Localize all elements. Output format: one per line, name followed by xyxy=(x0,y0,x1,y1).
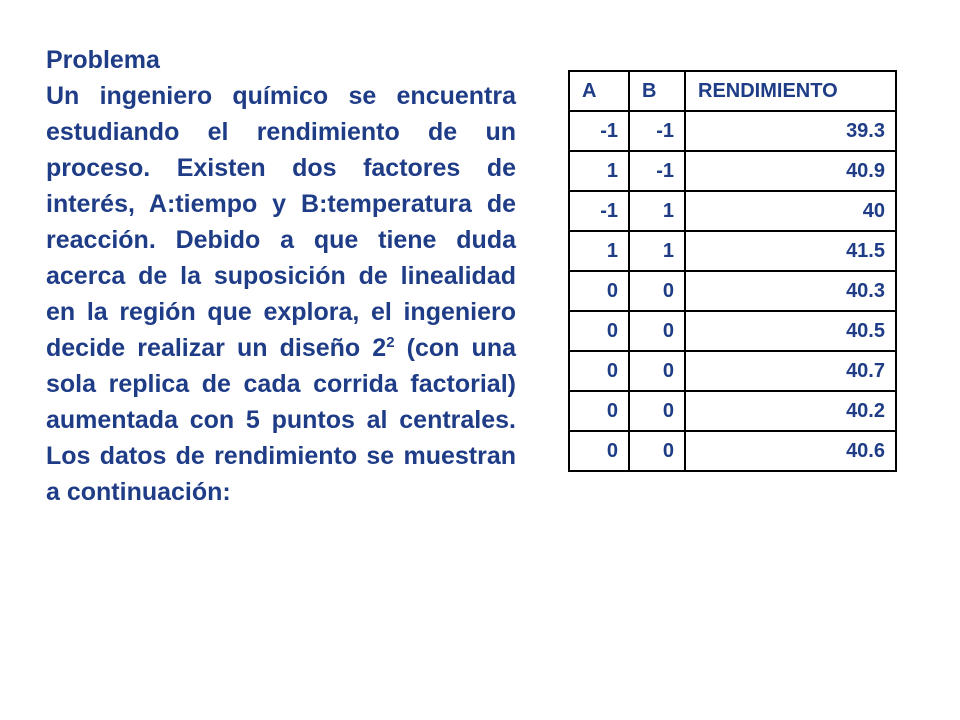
cell-rendimiento: 40.9 xyxy=(685,151,896,191)
cell-rendimiento: 40.6 xyxy=(685,431,896,471)
cell-rendimiento: 40.5 xyxy=(685,311,896,351)
cell-a: 0 xyxy=(569,391,629,431)
cell-b: 0 xyxy=(629,431,685,471)
cell-b: 1 xyxy=(629,191,685,231)
table-row xyxy=(569,431,896,471)
table-row xyxy=(569,151,896,191)
problem-body-text: Un ingeniero químico se encuentra estudiando el rendimiento de un proceso. Existen dos factores de interés, A:tiempo y B:temperatura de reacción. Debido a que tiene duda acerca de la suposición de linealidad en la región que explora, el ingeniero decide realizar un diseño 2 xyxy=(46,82,516,362)
cell-a: -1 xyxy=(569,111,629,151)
cell-rendimiento: 40.2 xyxy=(685,391,896,431)
cell-rendimiento: 41.5 xyxy=(685,231,896,271)
problem-statement xyxy=(46,42,516,510)
column-header-b: B xyxy=(629,71,685,111)
table-row xyxy=(569,311,896,351)
problem-body xyxy=(46,78,516,510)
cell-a: 0 xyxy=(569,431,629,471)
cell-rendimiento: 40.3 xyxy=(685,271,896,311)
table-header-row xyxy=(569,71,896,111)
cell-b: -1 xyxy=(629,151,685,191)
column-header-rendimiento: RENDIMIENTO xyxy=(685,71,896,111)
problem-body-text-continued: (con una sola replica de cada corrida factorial) aumentada con 5 puntos al centrales. Los datos de rendimiento se muestran a continuación: xyxy=(46,334,516,506)
table-row xyxy=(569,191,896,231)
cell-a: 1 xyxy=(569,151,629,191)
table-row xyxy=(569,351,896,391)
problem-title: Problema xyxy=(46,46,160,74)
cell-a: 0 xyxy=(569,271,629,311)
cell-b: -1 xyxy=(629,111,685,151)
cell-a: 0 xyxy=(569,351,629,391)
cell-a: 0 xyxy=(569,311,629,351)
cell-a: -1 xyxy=(569,191,629,231)
cell-b: 0 xyxy=(629,351,685,391)
exponent: 2 xyxy=(386,334,395,351)
table-row xyxy=(569,271,896,311)
cell-b: 1 xyxy=(629,231,685,271)
column-header-a: A xyxy=(569,71,629,111)
cell-rendimiento: 40.7 xyxy=(685,351,896,391)
table-row xyxy=(569,111,896,151)
yield-data-table xyxy=(568,70,897,472)
cell-b: 0 xyxy=(629,311,685,351)
cell-rendimiento: 39.3 xyxy=(685,111,896,151)
table-row xyxy=(569,391,896,431)
cell-a: 1 xyxy=(569,231,629,271)
cell-rendimiento: 40 xyxy=(685,191,896,231)
table-row xyxy=(569,231,896,271)
cell-b: 0 xyxy=(629,271,685,311)
cell-b: 0 xyxy=(629,391,685,431)
